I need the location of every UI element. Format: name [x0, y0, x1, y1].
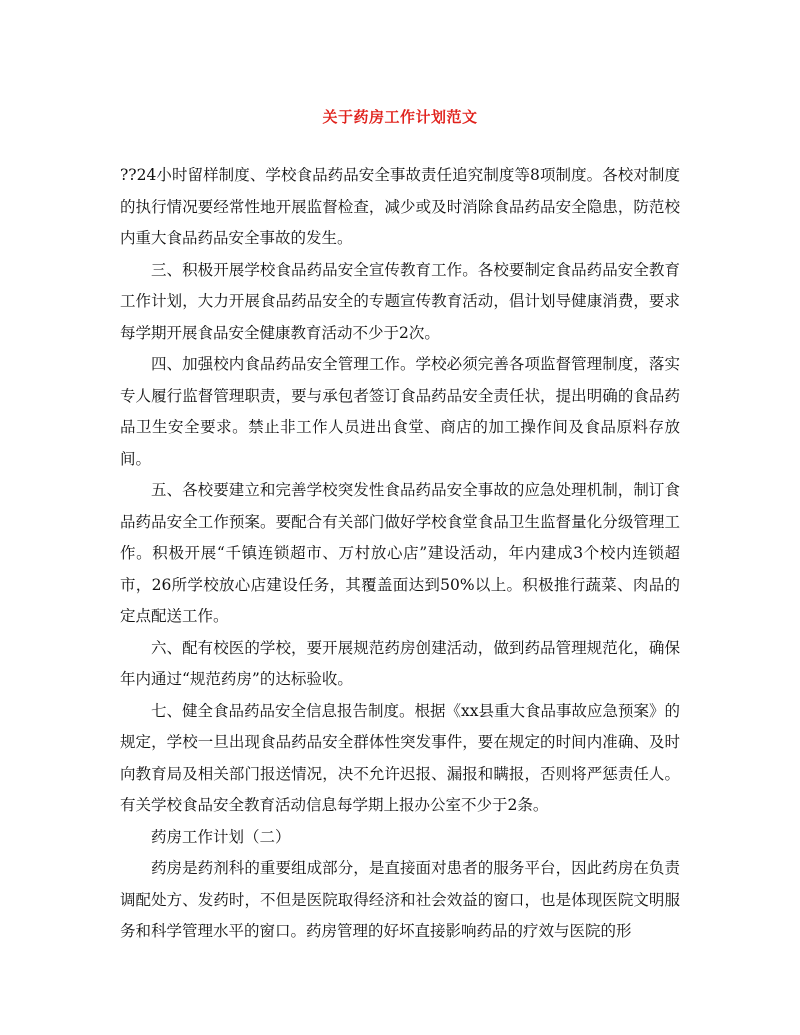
paragraph-6: 七、健全食品药品安全信息报告制度。根据《xx县重大食品事故应急预案》的规定，学校一旦出现食品药品安全群体性突发事件，要在规定的时间内准确、及时向教育局及相关部门报送情况，决不允许迟报、漏报和瞒报，否则将严惩责任人。有关学校食品安全教育活动信息每学期上报办公室不少于2条。 — [120, 701, 680, 814]
document-body — [120, 160, 680, 948]
paragraph-1: ??24小时留样制度、学校食品药品安全事故责任追究制度等8项制度。各校对制度的执行情况要经常性地开展监督检查，减少或及时消除食品药品安全隐患，防范校内重大食品药品安全事故的发生。 — [120, 166, 680, 247]
section-heading: 药房工作计划（二） — [151, 827, 291, 846]
document-title: 关于药房工作计划范文 — [322, 108, 478, 126]
paragraph-7: 药房是药剂科的重要组成部分，是直接面对患者的服务平台，因此药房在负责调配处方、发药时，不但是医院取得经济和社会效益的窗口，也是体现医院文明服务和科学管理水平的窗口。药房管理的好坏直接影响药品的疗效与医院的形 — [120, 859, 680, 940]
paragraph-4: 五、各校要建立和完善学校突发性食品药品安全事故的应急处理机制，制订食品药品安全工作预案。要配合有关部门做好学校食堂食品卫生监督量化分级管理工作。积极开展“千镇连锁超市、万村放心店”建设活动，年内建成3个校内连锁超市，26所学校放心店建设任务，其覆盖面达到50%以上。积极推行蔬菜、肉品的定点配送工作。 — [120, 481, 680, 625]
paragraph-3: 四、加强校内食品药品安全管理工作。学校必须完善各项监督管理制度，落实专人履行监督管理职责，要与承包者签订食品药品安全责任状，提出明确的食品药品卫生安全要求。禁止非工作人员进出食堂、商店的加工操作间及食品原料存放间。 — [120, 355, 680, 468]
paragraph-5: 六、配有校医的学校，要开展规范药房创建活动，做到药品管理规范化，确保年内通过“规范药房”的达标验收。 — [120, 638, 680, 688]
paragraph-2: 三、积极开展学校食品药品安全宣传教育工作。各校要制定食品药品安全教育工作计划，大力开展食品药品安全的专题宣传教育活动，倡计划导健康消费，要求每学期开展食品安全健康教育活动不少于2次。 — [120, 260, 680, 342]
